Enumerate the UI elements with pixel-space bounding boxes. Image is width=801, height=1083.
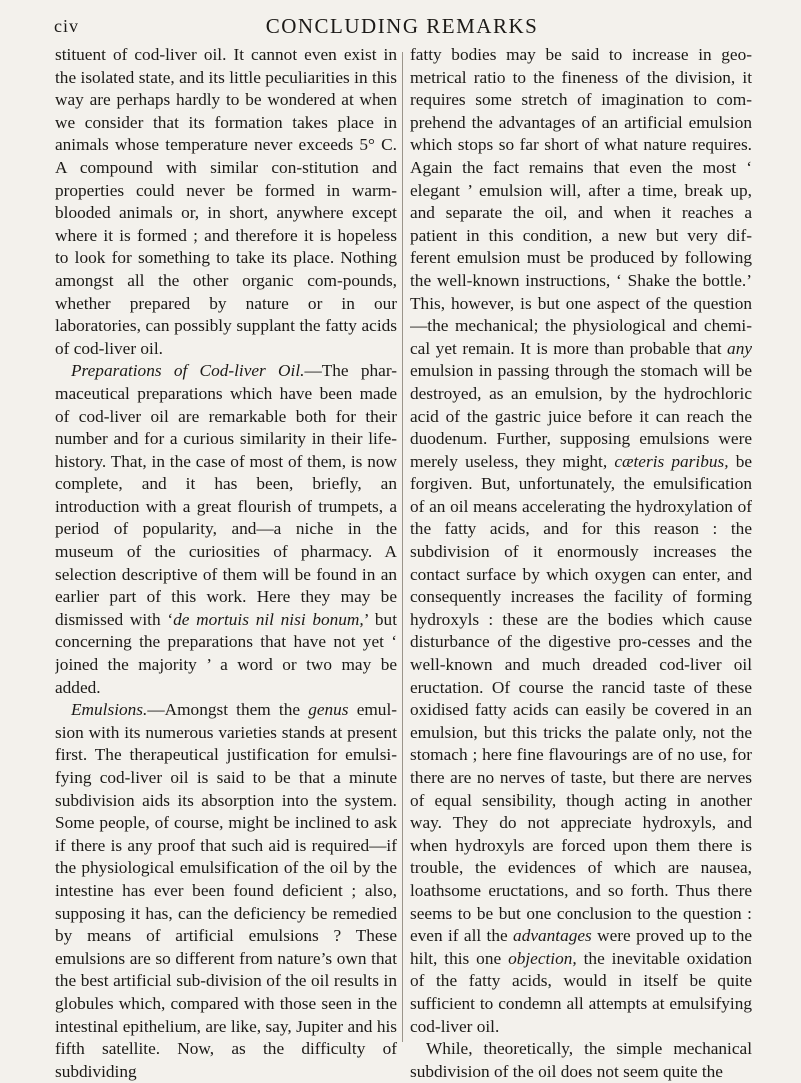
- italic-objection: objection,: [508, 948, 577, 968]
- latin-phrase: de mortuis nil nisi bonum,: [173, 609, 364, 629]
- page-number: civ: [54, 16, 79, 36]
- column-divider: [402, 52, 403, 1042]
- latin-caeteris-paribus: cæteris paribus,: [614, 451, 729, 471]
- running-title: CONCLUDING REMARKS: [265, 14, 539, 38]
- paragraph-preparations: Preparations of Cod-liver Oil.—The phar-maceutical preparations which have been made of cod-liver oil are remarkable both for their number and for a curious similarity in their life-history. That, in the case of most of them, is now complete, and it has been, briefly, an introduction with a great flourish of trumpets, a period of popularity, and—a niche in the museum of the curiosities of pharmacy. A selection descriptive of them will be found in an earlier part of this work. Here they may be dismissed with ‘de mortuis nil nisi bonum,’ but concerning the preparations that have not yet ‘ joined the majority ’ a word or two may be added.: [55, 361, 397, 697]
- page-header: [48, 8, 756, 40]
- italic-advantages: advantages: [513, 926, 592, 946]
- section-heading-emulsions: Emulsions.: [71, 700, 148, 720]
- italic-any: any: [727, 338, 752, 358]
- left-column: [55, 44, 397, 1083]
- paragraph-emulsions: Emulsions.—Amongst them the genus emul-sion with its numerous varieties stands at present first. The therapeutical justification for emulsi-fying cod-liver oil is said to be that a minute subdivision aids its absorption into the system. Some people, of course, might be inclined to ask if there is any proof that such aid is required—if the physiological emulsification of the oil by the intestine has ever been found deficient ; also, supposing it has, can the deficiency be remedied by means of artificial emulsions ? These emulsions are so different from nature’s own that the best artificial sub-division of the oil results in globules which, compared with those seen in the intestinal epithelium, are like, say, Jupiter and his fifth satellite. Now, as the difficulty of subdividing: [55, 700, 397, 1081]
- paragraph-mechanical-subdivision: While, theoretically, the simple mechanical subdivision of the oil does not seem quite the: [410, 1039, 752, 1081]
- paragraph-emulsion-critique: fatty bodies may be said to increase in geo-metrical ratio to the fineness of the division, it requires some stretch of imagination to com-prehend the advantages of an artificial emulsion which stops so far short of what nature requires. Again the fact remains that even the most ‘ elegant ’ emulsion will, after a time, break up, and separate the oil, and when it reaches a patient in this condition, a new but very dif-ferent emulsion must be produced by following the well-known instructions, ‘ Shake the bottle.’ This, however, is but one aspect of the question —the mechanical; the physiological and chemi-cal yet remain. It is more than probable that any emulsion in passing through the stomach will be destroyed, as an emulsion, by the hydrochloric acid of the gastric juice before it can reach the duodenum. Further, supposing emulsions were merely useless, they might, cæteris paribus, be forgiven. But, unfortunately, the emulsification of an oil means accelerating the hydroxylation of the fatty acids, and for this reason : the subdivision of it enormously increases the contact surface by which oxygen can enter, and consequently increases the facility of forming hydroxyls : these are the bodies which cause disturbance of the digestive pro-cesses and the well-known and much dreaded cod-liver oil eructation. Of course the rancid taste of these oxidised fatty acids can easily be covered in an emulsion, but this tricks the palate only, not the stomach ; here fine flavourings are of no use, for there are no nerves of taste, but there are nerves of equal sensibility, though acting in another way. They do not appreciate hydroxyls, and when hydroxyls are forced upon them there is trouble, the evidences of which are nausea, loathsome eructations, and so forth. Thus there seems to be but one conclusion to the question : even if all the advantages were proved up to the hilt, this one objection, the inevitable oxidation of the fatty acids, would in itself be quite sufficient to condemn all attempts at emulsifying cod-liver oil.: [410, 45, 752, 1036]
- section-heading-preparations: Preparations of Cod-liver Oil.: [71, 361, 305, 381]
- italic-genus: genus: [308, 700, 349, 720]
- right-column: [410, 44, 752, 1083]
- paragraph-continuation: stituent of cod-liver oil. It cannot even exist in the isolated state, and its little peculiarities in this way are perhaps hardly to be wondered at when we consider that its formation takes place in animals whose temperature never exceeds 5° C. A compound with similar con-stitution and properties could never be formed in warm-blooded animals or, in short, anywhere except where it is formed ; and therefore it is hopeless to look for something to take its place. Nothing amongst all the other organic com-pounds, whether prepared by nature or in our laboratories, can possibly supplant the fatty acids of cod-liver oil.: [55, 45, 397, 358]
